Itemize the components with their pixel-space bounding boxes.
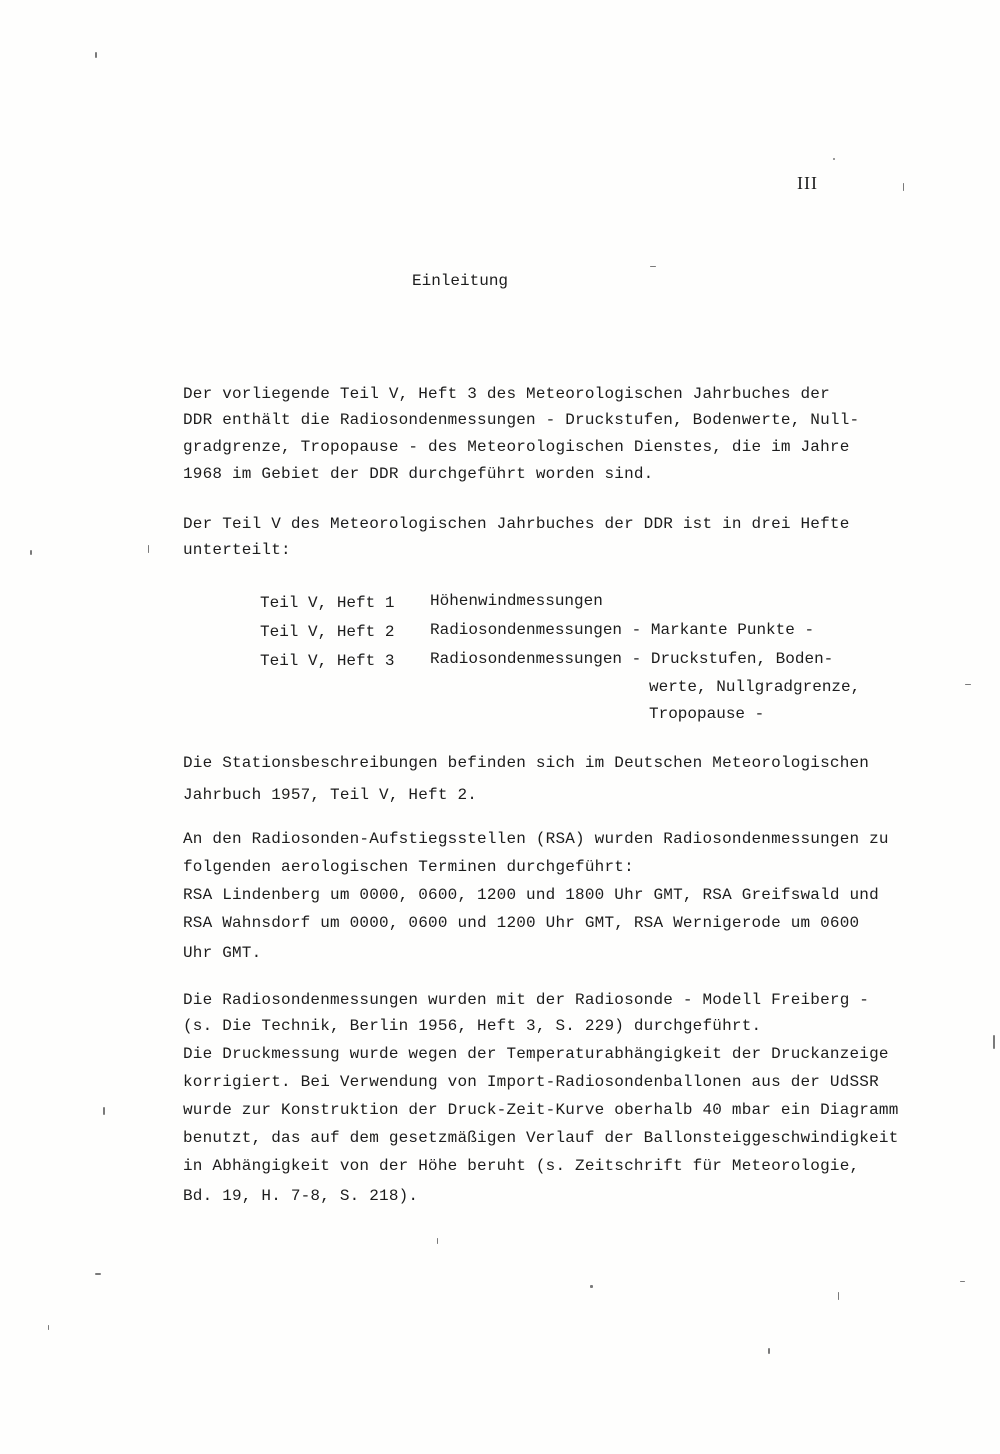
paragraph-5-line-4: korrigiert. Bei Verwendung von Import-Radiosondenballonen aus der UdSSR bbox=[183, 1073, 879, 1091]
scan-speck bbox=[590, 1285, 593, 1288]
scan-speck bbox=[95, 1273, 101, 1275]
scan-speck bbox=[148, 545, 149, 553]
paragraph-5-line-7: in Abhängigkeit von der Höhe beruht (s. Zeitschrift für Meteorologie, bbox=[183, 1157, 860, 1175]
part-desc-2: Radiosondenmessungen - Markante Punkte - bbox=[430, 621, 815, 639]
paragraph-5-line-5: wurde zur Konstruktion der Druck-Zeit-Kurve oberhalb 40 mbar ein Diagramm bbox=[183, 1101, 899, 1119]
scan-speck bbox=[103, 1107, 105, 1115]
paragraph-5-line-6: benutzt, das auf dem gesetzmäßigen Verlauf der Ballonsteiggeschwindigkeit bbox=[183, 1129, 899, 1147]
paragraph-2-line-2: unterteilt: bbox=[183, 541, 291, 559]
paragraph-3-line-2: Jahrbuch 1957, Teil V, Heft 2. bbox=[183, 786, 478, 804]
scan-speck bbox=[30, 550, 32, 555]
paragraph-1-line-3: gradgrenze, Tropopause - des Meteorologischen Dienstes, die im Jahre bbox=[183, 438, 850, 456]
paragraph-4-line-5: Uhr GMT. bbox=[183, 944, 262, 962]
paragraph-4-line-3: RSA Lindenberg um 0000, 0600, 1200 und 1800 Uhr GMT, RSA Greifswald und bbox=[183, 886, 879, 904]
scan-speck bbox=[833, 158, 835, 160]
paragraph-1-line-4: 1968 im Gebiet der DDR durchgeführt worden sind. bbox=[183, 465, 654, 483]
paragraph-5-line-2: (s. Die Technik, Berlin 1956, Heft 3, S. 229) durchgeführt. bbox=[183, 1017, 762, 1035]
page-number: III bbox=[797, 173, 818, 193]
scan-speck bbox=[993, 1035, 995, 1049]
paragraph-5-line-1: Die Radiosondenmessungen wurden mit der Radiosonde - Modell Freiberg - bbox=[183, 991, 870, 1009]
paragraph-4-line-2: folgenden aerologischen Terminen durchgeführt: bbox=[183, 858, 634, 876]
scan-speck bbox=[960, 1281, 965, 1282]
scan-speck bbox=[903, 183, 904, 191]
scan-speck bbox=[95, 52, 97, 58]
paragraph-1-line-2: DDR enthält die Radiosondenmessungen - Druckstufen, Bodenwerte, Null- bbox=[183, 411, 860, 429]
paragraph-3-line-1: Die Stationsbeschreibungen befinden sich im Deutschen Meteorologischen bbox=[183, 754, 870, 772]
page-title: Einleitung bbox=[412, 272, 509, 290]
paragraph-4-line-1: An den Radiosonden-Aufstiegsstellen (RSA) wurden Radiosondenmessungen zu bbox=[183, 830, 889, 848]
scan-speck bbox=[650, 266, 656, 267]
part-label-3: Teil V, Heft 3 bbox=[260, 652, 395, 670]
paragraph-2-line-1: Der Teil V des Meteorologischen Jahrbuches der DDR ist in drei Hefte bbox=[183, 515, 850, 533]
part-label-1: Teil V, Heft 1 bbox=[260, 594, 395, 612]
paragraph-4-line-4: RSA Wahnsdorf um 0000, 0600 und 1200 Uhr GMT, RSA Wernigerode um 0600 bbox=[183, 914, 860, 932]
scan-speck bbox=[437, 1238, 438, 1244]
part-label-2: Teil V, Heft 2 bbox=[260, 623, 395, 641]
paragraph-1-line-1: Der vorliegende Teil V, Heft 3 des Meteorologischen Jahrbuches der bbox=[183, 385, 830, 403]
scan-speck bbox=[48, 1325, 49, 1330]
scan-speck bbox=[838, 1292, 839, 1300]
paragraph-5-line-8: Bd. 19, H. 7-8, S. 218). bbox=[183, 1187, 419, 1205]
scan-speck bbox=[965, 684, 971, 685]
part-desc-1: Höhenwindmessungen bbox=[430, 592, 603, 610]
part-desc-3-line-3: Tropopause - bbox=[649, 705, 765, 723]
part-desc-3-line-1: Radiosondenmessungen - Druckstufen, Boden- bbox=[430, 650, 834, 668]
scan-speck bbox=[768, 1348, 770, 1354]
paragraph-5-line-3: Die Druckmessung wurde wegen der Temperaturabhängigkeit der Druckanzeige bbox=[183, 1045, 889, 1063]
part-desc-3-line-2: werte, Nullgradgrenze, bbox=[649, 678, 861, 696]
